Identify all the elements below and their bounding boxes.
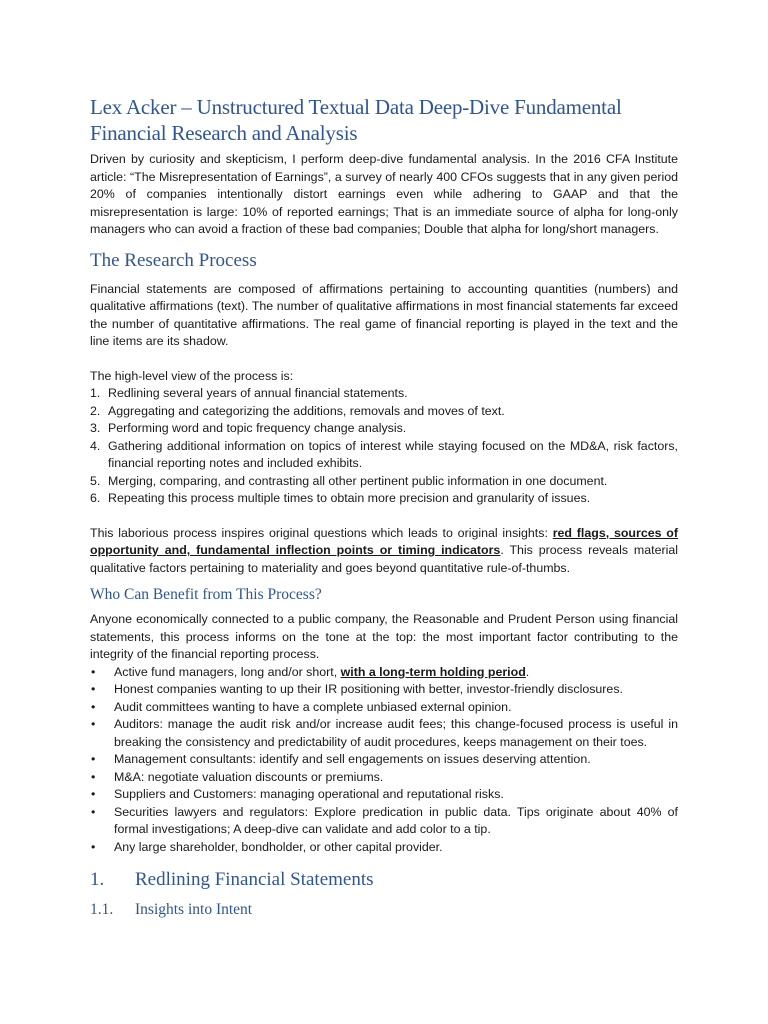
list-item	[90, 438, 678, 473]
spacer	[90, 351, 678, 368]
bullet-icon: •	[91, 804, 96, 819]
bullet-icon: •	[91, 717, 96, 731]
list-item	[90, 716, 678, 751]
bullet-icon: •	[91, 839, 96, 854]
bullet-icon: •	[91, 769, 96, 784]
bullet-text: Any large shareholder, bondholder, or other capital provider.	[114, 839, 443, 854]
step-text: Redlining several years of annual financial statements.	[108, 386, 408, 400]
step-number: 1.	[90, 386, 101, 400]
process-steps-list	[90, 385, 678, 508]
list-item	[90, 804, 678, 839]
list-item	[90, 385, 678, 403]
bullet-icon: •	[91, 664, 96, 679]
bullet-text: Auditors: manage the audit risk and/or increase audit fees; this change-focused process is useful in breaking the consistency and predictability of audit procedures, keeps management on their toes.	[114, 717, 678, 749]
step-text: Repeating this process multiple times to obtain more precision and granularity of issues.	[108, 491, 591, 505]
section-number: 1.	[90, 869, 105, 890]
step-number: 2.	[90, 403, 101, 418]
insights-emphasis: red flags, sources of opportunity and, fundamental inflection points or timing indicators	[90, 525, 678, 557]
section-number: 1.1.	[90, 901, 114, 918]
benefit-paragraph: Anyone economically connected to a public company, the Reasonable and Prudent Person using financial statements, this process informs on the tone at the top: the most important factor contributing to the integrity of the financial reporting process.	[90, 612, 678, 661]
list-item	[90, 839, 678, 857]
list-item	[90, 786, 678, 804]
research-process-heading: The Research Process	[90, 249, 257, 271]
spacer	[90, 508, 678, 525]
bullet-text-end: .	[525, 664, 530, 679]
list-item	[90, 490, 678, 508]
list-item	[90, 681, 678, 699]
bullet-text: Management consultants: identify and sell engagements on issues deserving attention.	[114, 752, 591, 766]
bullet-text: Suppliers and Customers: managing operational and reputational risks.	[114, 787, 504, 801]
section-1-1-heading	[90, 900, 678, 920]
beneficiary-list	[90, 664, 678, 857]
list-item	[90, 699, 678, 717]
list-item	[90, 751, 678, 769]
step-number: 5.	[90, 473, 101, 488]
step-number: 6.	[90, 491, 101, 505]
bullet-icon: •	[91, 752, 96, 766]
step-text: Gathering additional information on topics of interest while staying focused on the MD&A, risk factors, financial reporting notes and included exhibits.	[108, 438, 678, 470]
step-text: Aggregating and categorizing the additions, removals and moves of text.	[108, 403, 505, 418]
step-text: Merging, comparing, and contrasting all other pertinent public information in one document.	[108, 473, 608, 488]
step-number: 4.	[90, 438, 101, 453]
list-item	[90, 403, 678, 421]
section-label: Redlining Financial Statements	[135, 869, 374, 890]
insights-text: This laborious process inspires original questions which leads to original insights:	[90, 525, 553, 540]
section-label: Insights into Intent	[135, 901, 253, 918]
list-item	[90, 664, 678, 682]
bullet-text: Audit committees wanting to have a complete unbiased external opinion.	[114, 699, 512, 714]
bullet-text: Active fund managers, long and/or short,	[114, 664, 341, 679]
who-can-benefit-heading: Who Can Benefit from This Process?	[90, 586, 322, 603]
insights-text-end: . This process reveals material qualitative factors pertaining to materiality and goes beyond quantitative rule-of-thumbs.	[90, 543, 678, 575]
step-number: 3.	[90, 421, 101, 435]
bullet-icon: •	[91, 699, 96, 714]
section-1-heading	[90, 868, 678, 892]
bullet-text: M&A: negotiate valuation discounts or premiums.	[114, 769, 384, 784]
step-text: Performing word and topic frequency change analysis.	[108, 421, 407, 435]
bullet-icon: •	[91, 787, 96, 801]
research-paragraph: Financial statements are composed of affirmations pertaining to accounting quantities (numbers) and qualitative affirmations (text). The number of qualitative affirmations in most financial statements far exceed the number of quantitative affirmations. The real game of financial reporting is played in the text and the line items are its shadow.	[90, 281, 678, 348]
insights-paragraph	[90, 525, 678, 578]
document-title: Lex Acker – Unstructured Textual Data Deep-Dive Fundamental Financial Research and Analysis	[90, 95, 622, 145]
bullet-icon: •	[91, 682, 96, 696]
bullet-text: Securities lawyers and regulators: Explore predication in public data. Tips originate about 40% of formal investigations; A deep-dive can validate and add color to a tip.	[114, 804, 678, 836]
bullet-emphasis: with a long-term holding period	[340, 664, 526, 679]
intro-paragraph: Driven by curiosity and skepticism, I perform deep-dive fundamental analysis. In the 2016 CFA Institute article: “The Misrepresentation of Earnings”, a survey of nearly 400 CFOs suggests that in any given period 20% of companies intentionally distort earnings even while adhering to GAAP and that the misrepresentation is large: 10% of reported earnings; That is an immediate source of alpha for long-only managers who can avoid a fraction of these bad companies; Double that alpha for long/short managers.	[90, 152, 678, 236]
list-item	[90, 420, 678, 438]
process-list-intro: The high-level view of the process is:	[90, 368, 294, 383]
bullet-text: Honest companies wanting to up their IR positioning with better, investor-friendly disclosures.	[114, 682, 623, 696]
list-item	[90, 473, 678, 491]
list-item	[90, 769, 678, 787]
